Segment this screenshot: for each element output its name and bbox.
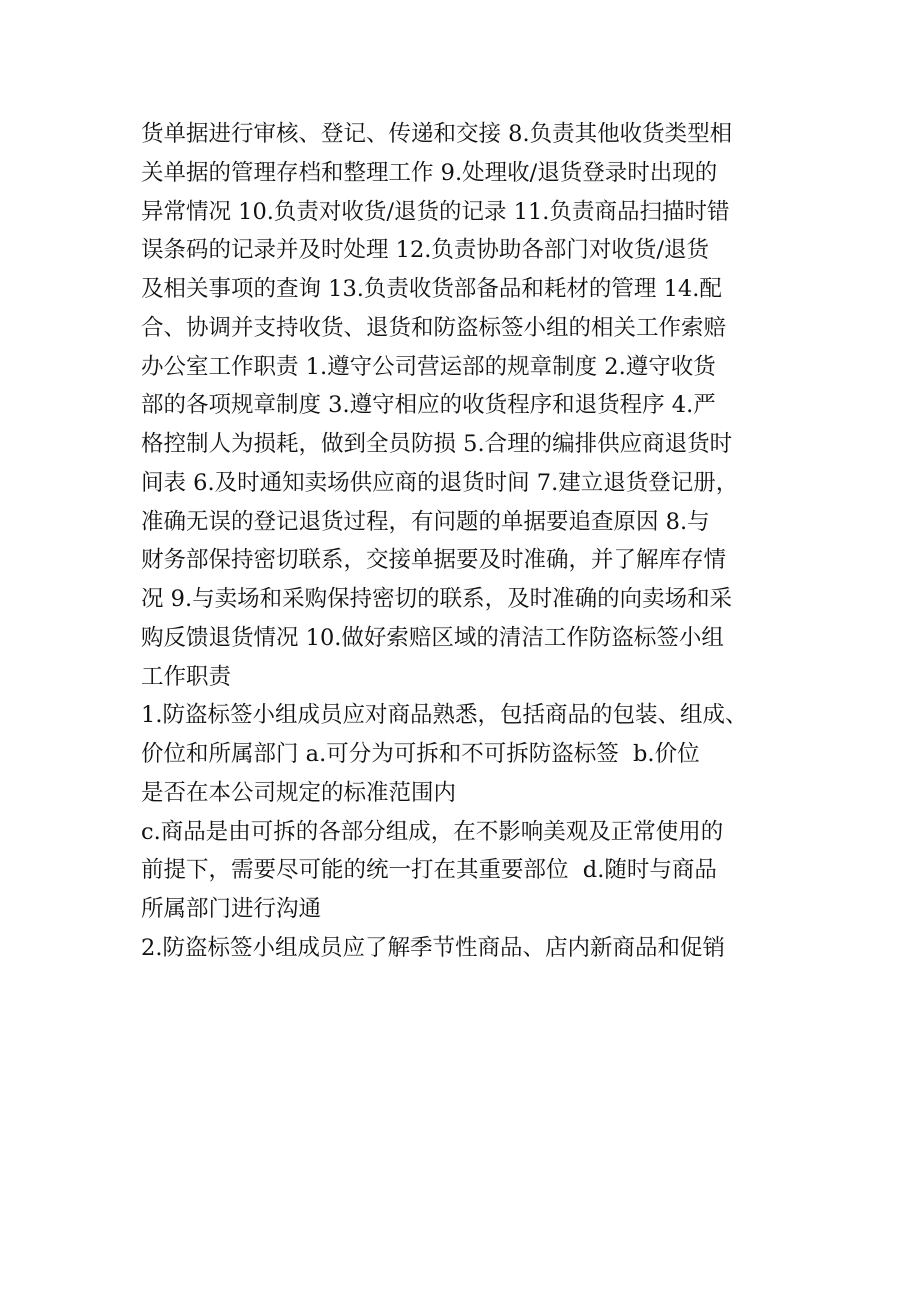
text-line: 部的各项规章制度 3.遵守相应的收货程序和退货程序 4.严: [141, 392, 716, 419]
text-line: 况 9.与卖场和采购保持密切的联系，及时准确的向卖场和采: [141, 586, 733, 612]
text-line: 是否在本公司规定的标准范围内: [141, 779, 457, 806]
text-line: 关单据的管理存档和整理工作 9.处理收/退货登录时出现的: [141, 159, 718, 186]
text-line: 前提下，需要尽可能的统一打在其重要部位 d.随时与商品: [141, 857, 717, 884]
text-line: 间表 6.及时通知卖场供应商的退货时间 7.建立退货登记册，: [141, 469, 739, 496]
text-line: 误条码的记录并及时处理 12.负责协助各部门对收货/退货: [141, 237, 710, 264]
text-line: 办公室工作职责 1.遵守公司营运部的规章制度 2.遵守收货: [141, 353, 716, 380]
text-line: 异常情况 10.负责对收货/退货的记录 11.负责商品扫描时错: [141, 198, 730, 225]
text-line: 购反馈退货情况 10.做好索赔区域的清洁工作防盗标签小组: [141, 624, 724, 651]
text-line: 及相关事项的查询 13.负责收货部备品和耗材的管理 14.配: [141, 276, 722, 302]
text-line: 货单据进行审核、登记、传递和交接 8.负责其他收货类型相: [141, 121, 733, 147]
text-line: 所属部门进行沟通: [141, 896, 322, 922]
text-line: 价位和所属部门 a.可分为可拆和不可拆防盗标签 b.价位: [141, 741, 700, 767]
text-line: 合、协调并支持收货、退货和防盗标签小组的相关工作索赔: [141, 314, 727, 341]
text-line: 工作职责: [141, 663, 232, 690]
text-line: 1.防盗标签小组成员应对商品熟悉，包括商品的包装、组成、: [141, 702, 748, 729]
text-line: c.商品是由可拆的各部分组成，在不影响美观及正常使用的: [141, 818, 724, 845]
text-line: 财务部保持密切联系，交接单据要及时准确，并了解库存情: [141, 547, 727, 574]
body-text: [141, 115, 781, 968]
text-line: 2.防盗标签小组成员应了解季节性商品、店内新商品和促销: [141, 934, 725, 961]
text-line: 准确无误的登记退货过程，有问题的单据要追查原因 8.与: [141, 508, 710, 535]
text-line: 格控制人为损耗，做到全员防损 5.合理的编排供应商退货时: [141, 431, 733, 457]
